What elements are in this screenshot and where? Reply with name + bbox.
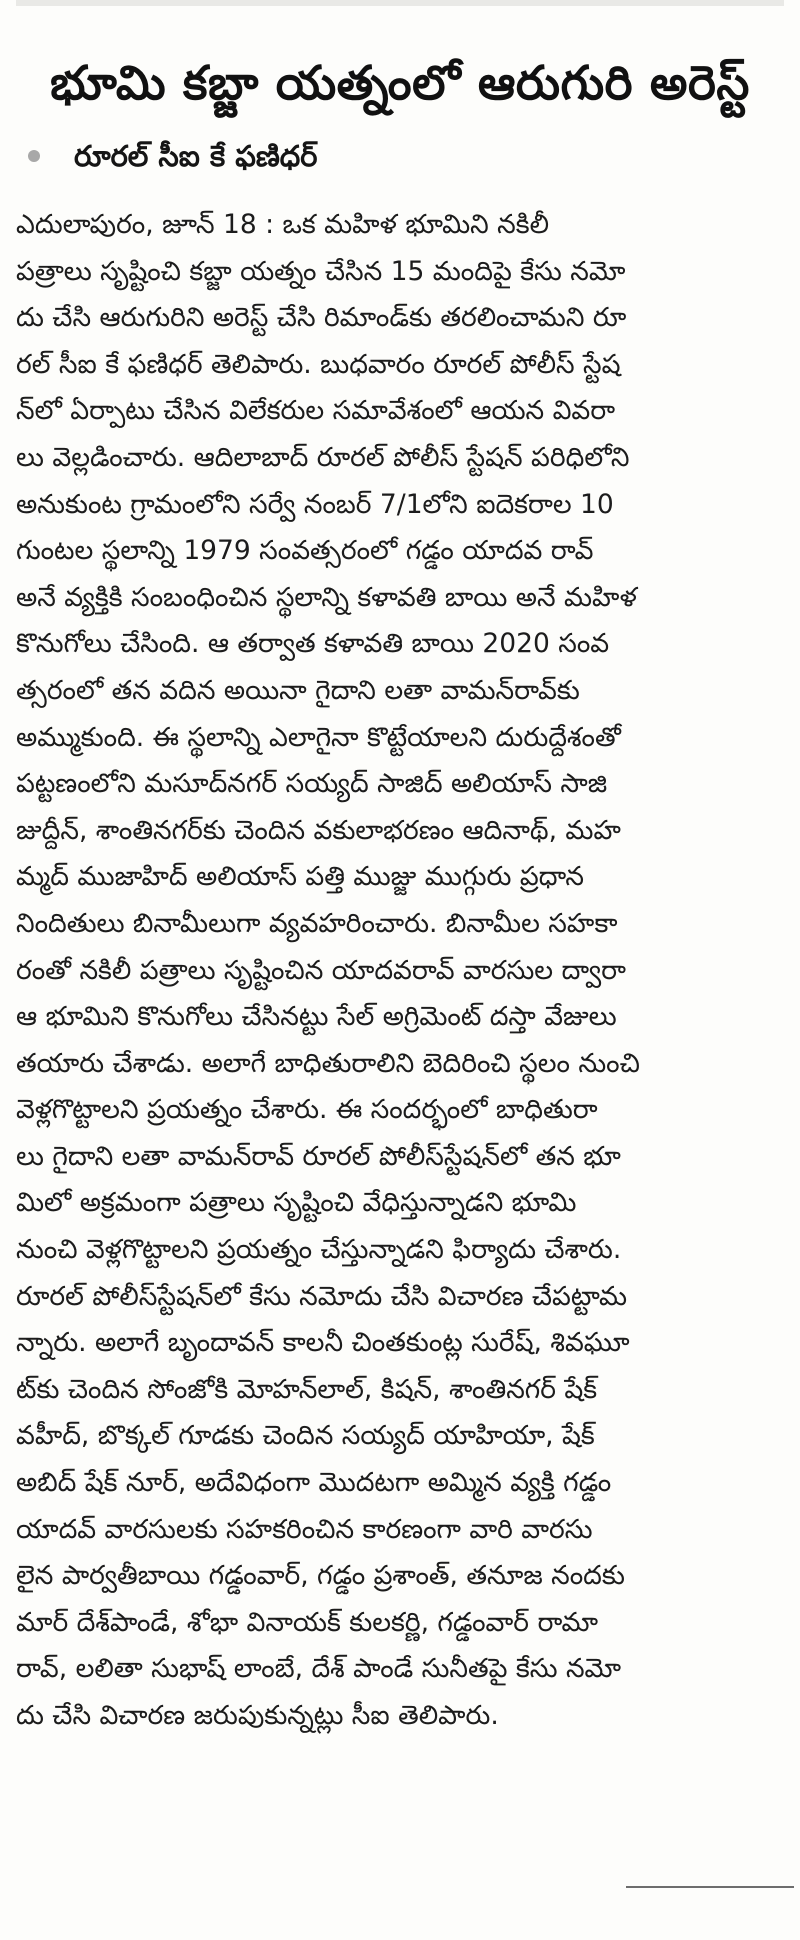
top-edge-strip	[16, 0, 784, 26]
headline: భూమి కబ్జా యత్నంలో ఆరుగురి అరెస్ట్	[50, 56, 750, 111]
bullet-dot-icon	[28, 150, 40, 162]
bottom-divider-rule	[626, 1886, 794, 1888]
byline	[28, 136, 784, 176]
byline-text: రూరల్ సీఐ కే ఫణిధర్	[74, 139, 318, 173]
article-body: ఎదులాపురం, జూన్ 18 : ఒక మహిళ భూమిని నకిలీ పత్రాలు సృష్టించి కబ్జా యత్నం చేసిన 15 మందిపై కేసు నమో దు చేసి ఆరుగురిని అరెస్ట్ చేసి రిమాండ్‌కు తరలించామని రూ రల్ సీఐ కే ఫణిధర్ తెలిపారు. బుధవారం రూరల్ పోలీస్ స్టేష న్‌లో ఏర్పాటు చేసిన విలేకరుల సమావేశంలో ఆయన వివరా లు వెల్లడించారు. ఆదిలాబాద్ రూరల్ పోలీస్ స్టేషన్ పరిధిలోని అనుకుంట గ్రామంలోని సర్వే నంబర్ 7/1లోని ఐదెకరాల 10 గుంటల స్థలాన్ని 1979 సంవత్సరంలో గడ్డం యాదవ రావ్ అనే వ్యక్తికి సంబంధించిన స్థలాన్ని కళావతి బాయి అనే మహిళ కొనుగోలు చేసింది. ఆ తర్వాత కళావతి బాయి 2020 సంవ త్సరంలో తన వదిన అయినా గైదాని లతా వామన్‌రావ్‌కు అమ్ముకుంది. ఈ స్థలాన్ని ఎలాగైనా కొట్టేయాలని దురుద్దేశంతో పట్టణంలోని మసూద్‌నగర్ సయ్యద్ సాజిద్ అలియాస్ సాజి జుద్దీన్, శాంతినగర్‌కు చెందిన వకులాభరణం ఆదినాథ్, మహ మ్మద్ ముజాహిద్ అలియాస్ పత్తి ముజ్జు ముగ్గురు ప్రధాన నిందితులు బినామీలుగా వ్యవహరించారు. బినామీల సహకా రంతో నకిలీ పత్రాలు సృష్టించిన యాదవరావ్ వారసుల ద్వారా ఆ భూమిని కొనుగోలు చేసినట్టు సేల్ అగ్రిమెంట్ దస్తా వేజులు తయారు చేశాడు. అలాగే బాధితురాలిని బెదిరించి స్థలం నుంచి వెళ్లగొట్టాలని ప్రయత్నం చేశారు. ఈ సందర్భంలో బాధితురా లు గైదాని లతా వామన్‌రావ్ రూరల్ పోలీస్‌స్టేషన్‌లో తన భూ మిలో అక్రమంగా పత్రాలు సృష్టించి వేధిస్తున్నాడని భూమి నుంచి వెళ్లగొట్టాలని ప్రయత్నం చేస్తున్నాడని ఫిర్యాదు చేశారు. రూరల్ పోలీస్‌స్టేషన్‌లో కేసు నమోదు చేసి విచారణ చేపట్టామ న్నారు. అలాగే బృందావన్ కాలనీ చింతకుంట్ల సురేష్, శివఘూ ట్‌కు చెందిన సోంజోకి మోహన్‌లాల్, కిషన్, శాంతినగర్ షేక్ వహీద్, బొక్కల్ గూడకు చెందిన సయ్యద్ యాహియా, షేక్ అబిద్ షేక్ నూర్, అదేవిధంగా మొదటగా అమ్మిన వ్యక్తి గడ్డం యాదవ్ వారసులకు సహకరించిన కారణంగా వారి వారసు లైన పార్వతీబాయి గడ్డంవార్, గడ్డం ప్రశాంత్, తనూజ నందకు మార్ దేశ్‌పాండే, శోభా వినాయక్ కులకర్ణి, గడ్డంవార్ రామా రావ్, లలితా సుభాష్ లాంబే, దేశ్ పాండే సునీతపై కేసు నమో దు చేసి విచారణ జరుపుకున్నట్లు సీఐ తెలిపారు.	[16, 209, 640, 1731]
